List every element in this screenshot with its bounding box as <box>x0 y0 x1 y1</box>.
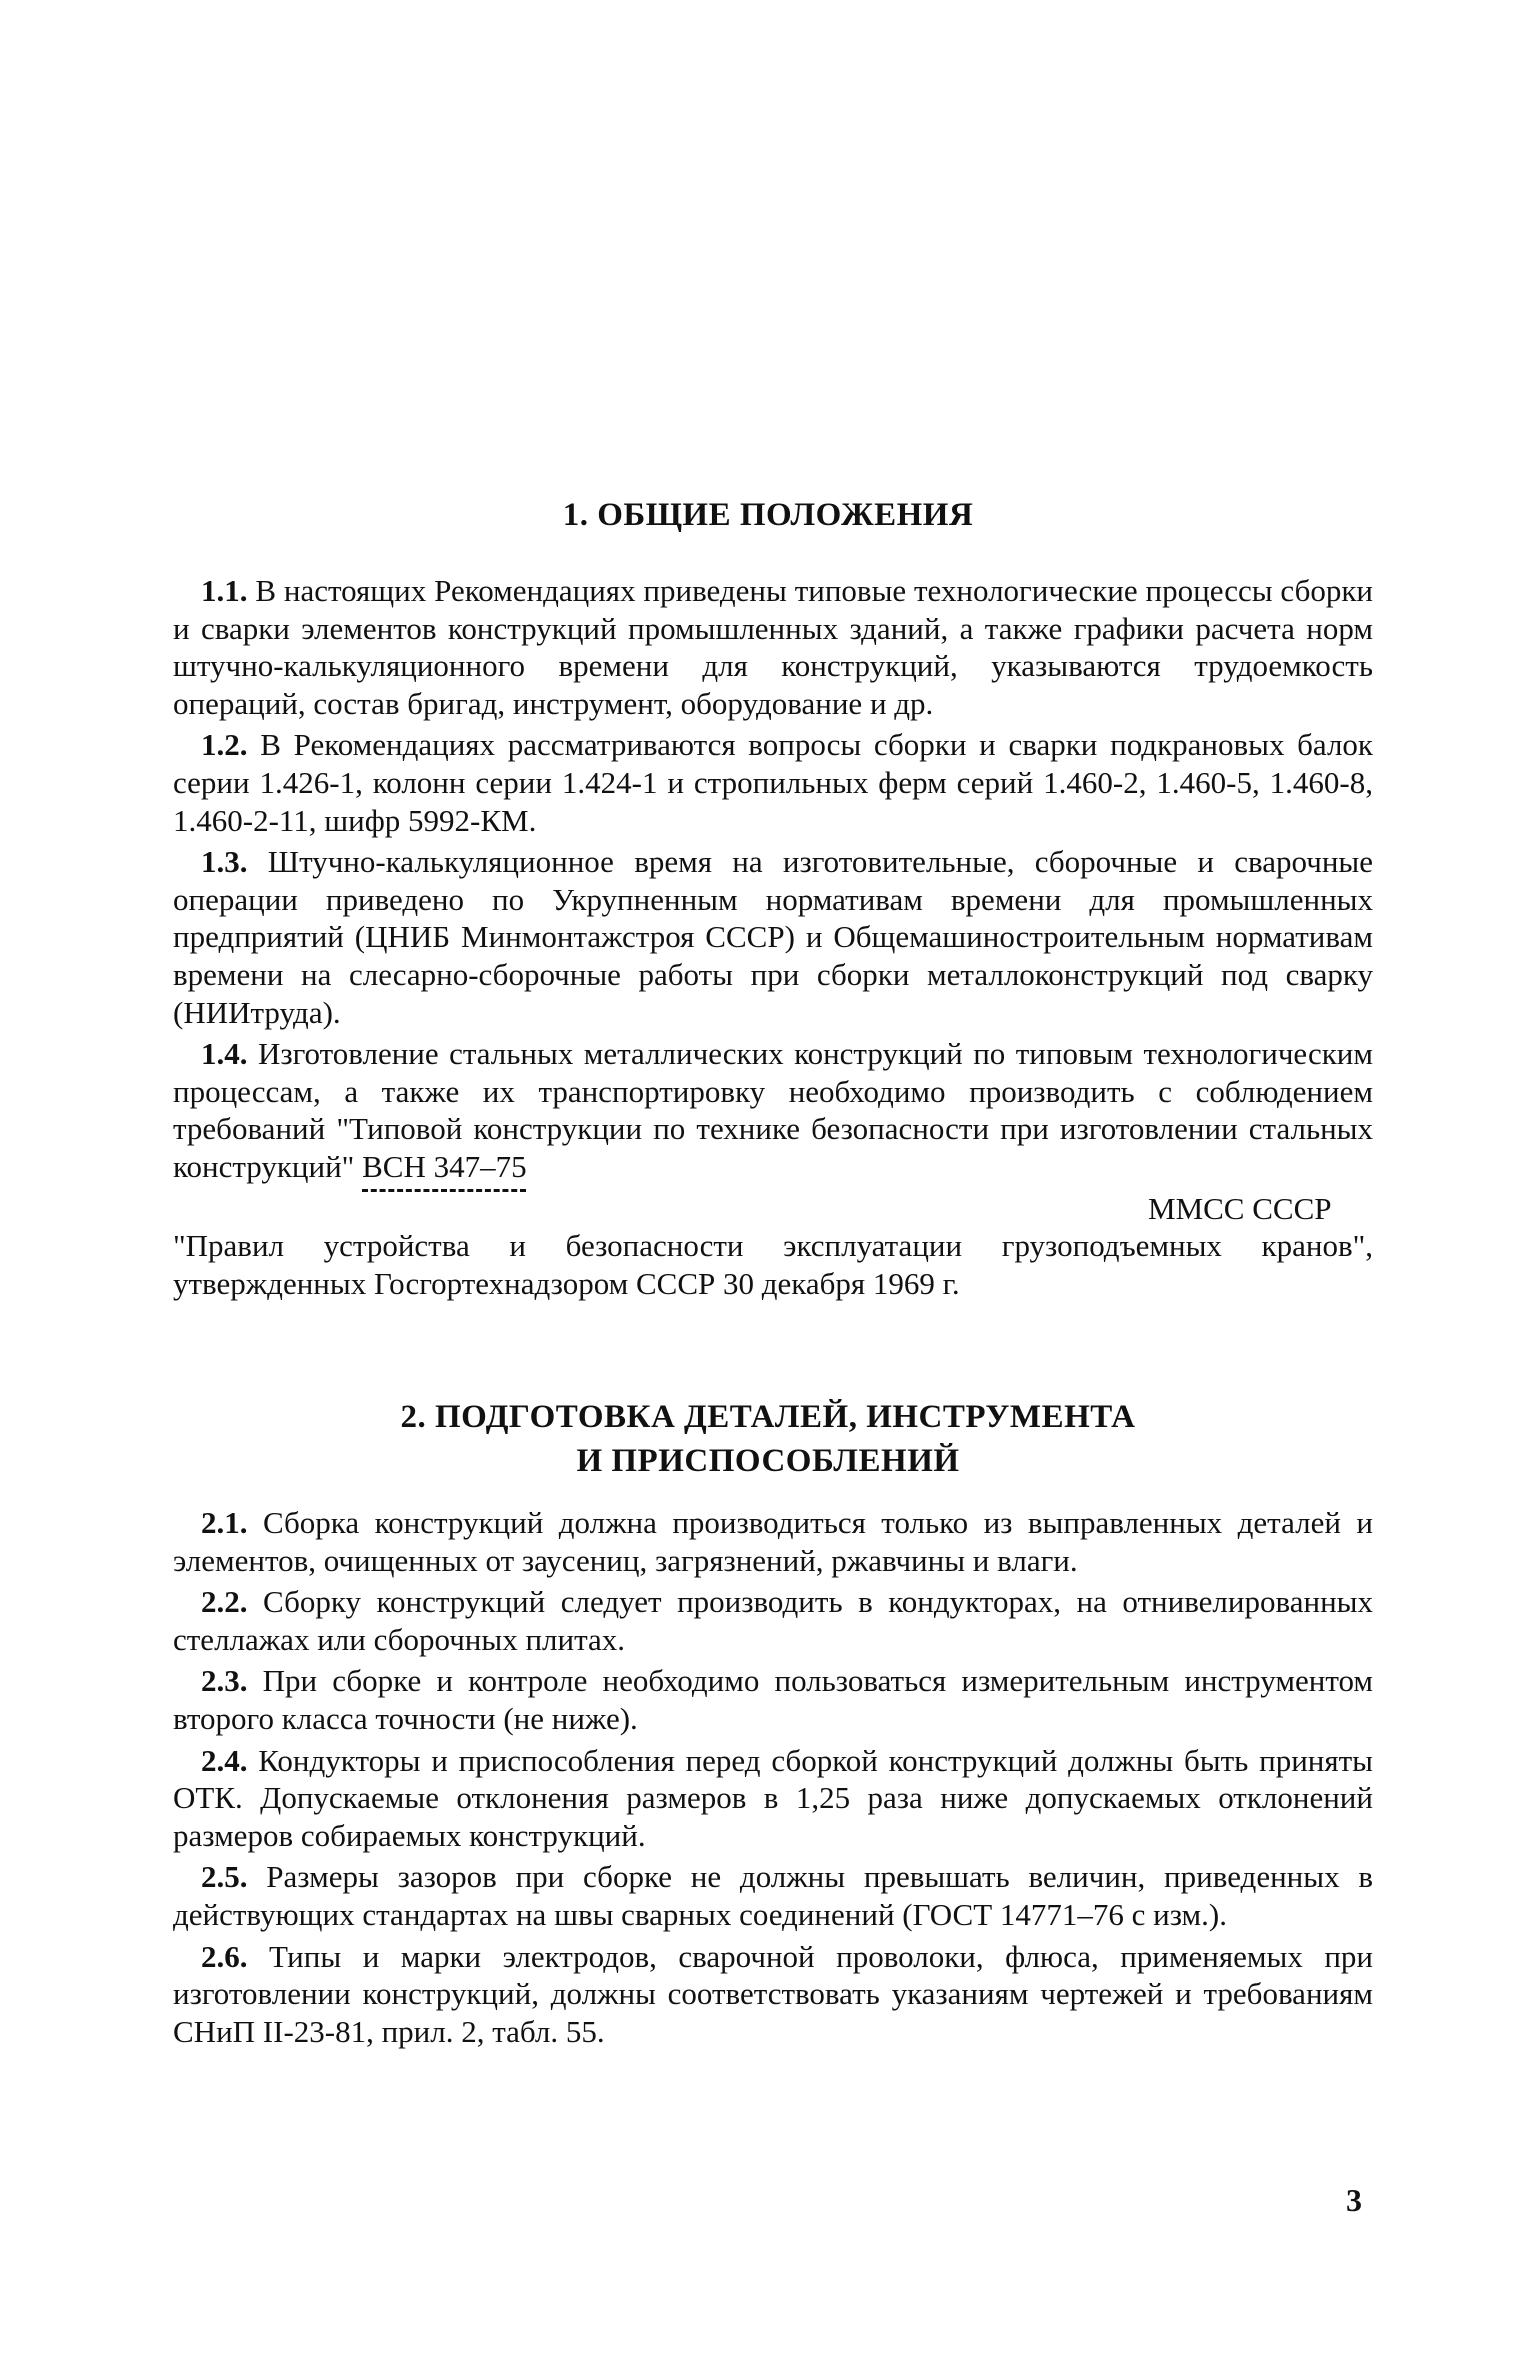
paragraph-1-1 <box>173 572 1373 722</box>
section-1-heading: 1. ОБЩИЕ ПОЛОЖЕНИЯ <box>562 497 974 533</box>
paragraph-number: 1.4. <box>201 1036 248 1072</box>
paragraph-number: 2.6. <box>201 1938 248 1974</box>
section-2-heading-line-1: 2. ПОДГОТОВКА ДЕТАЛЕЙ, ИНСТРУМЕНТА <box>400 1399 1136 1435</box>
paragraph-text: В настоящих Рекомендациях приведены типовые технологические процессы сборки и сварки элементов конструкций промышленных зданий, а также графики расчета норм штучно-калькуляционного времени для конструкций, указываются трудоемкость операций, состав бригад, инструмент, оборудование и др. <box>173 573 1373 721</box>
paragraph-2-3 <box>173 1662 1373 1737</box>
section-2-heading <box>0 1395 1536 1483</box>
paragraph-text: Типы и марки электродов, сварочной проволоки, флюса, применяемых при изготовлении конструкций, должны соответствовать указаниям чертежей и требованиям СНиП II-23-81, прил. 2, табл. 55. <box>173 1938 1374 2049</box>
paragraph-number: 2.4. <box>201 1742 248 1778</box>
section-2-body <box>173 1504 1373 2054</box>
paragraph-text: Изготовление стальных металлических конструкций по типовым технологическим процессам, а также их транспортировку необходимо производить с соблюдением требований "Типовой конструкции по технике безопасности при изготовлении стальных конструкций" <box>173 1036 1373 1184</box>
paragraph-1-2 <box>173 726 1373 839</box>
paragraph-1-4-continuation: "Правил устройства и безопасности эксплуатации грузоподъемных кранов", утвержденных Госгортехнадзором СССР 30 декабря 1969 г. <box>173 1228 1373 1301</box>
paragraph-number: 2.1. <box>201 1505 248 1540</box>
paragraph-2-4 <box>173 1742 1373 1855</box>
standard-code-numerator: ВСН 347–75 <box>362 1148 527 1184</box>
page-number: 3 <box>1346 2182 1362 2218</box>
section-1-body <box>173 572 1373 1306</box>
paragraph-2-2 <box>173 1583 1373 1658</box>
paragraph-2-1 <box>173 1504 1373 1579</box>
paragraph-text: При сборке и контроле необходимо пользоваться измерительным инструментом второго класса точности (не ниже). <box>173 1663 1373 1736</box>
paragraph-number: 1.1. <box>201 573 248 608</box>
paragraph-text: Сборка конструкций должна производиться только из выправленных деталей и элементов, очищенных от заусениц, загрязнений, ржавчины и влаги. <box>173 1505 1374 1578</box>
paragraph-2-6 <box>173 1938 1373 2051</box>
paragraph-text: Размеры зазоров при сборке не должны превышать величин, приведенных в действующих стандартах на швы сварных соединений (ГОСТ 14771–76 с изм.). <box>173 1859 1374 1932</box>
paragraph-number: 1.3. <box>201 844 248 880</box>
paragraph-number: 2.5. <box>201 1859 248 1895</box>
section-2-heading-line-2: И ПРИСПОСОБЛЕНИЙ <box>576 1443 960 1479</box>
standard-code-denominator: ММСС СССР <box>1148 1190 1332 1226</box>
paragraph-2-5 <box>173 1858 1373 1933</box>
paragraph-text: В Рекомендациях рассматриваются вопросы сборки и сварки подкрановых балок серии 1.426-1, колонн серии 1.424-1 и стропильных ферм серий 1.460-2, 1.460-5, 1.460-8, 1.460-2-11, шифр 5992-КМ. <box>173 727 1373 838</box>
paragraph-number: 2.2. <box>201 1584 248 1620</box>
paragraph-text: Штучно-калькуляционное время на изготовительные, сборочные и сварочные операции приведено по Укрупненным нормативам времени для промышленных предприятий (ЦНИБ Минмонтажстроя СССР) и Общемашиностроительным нормативам времени на слесарно-сборочные работы при сборки металлоконструкций под сварку (НИИтруда). <box>173 844 1374 1030</box>
paragraph-1-4 <box>173 1035 1373 1185</box>
paragraph-1-3 <box>173 843 1373 1031</box>
paragraph-number: 2.3. <box>201 1663 248 1699</box>
paragraph-text: Сборку конструкций следует производить в кондукторах, на отнивелированных стеллажах или сборочных плитах. <box>173 1584 1373 1657</box>
paragraph-text: Кондукторы и приспособления перед сборкой конструкций должны быть приняты ОТК. Допускаемые отклонения размеров в 1,25 раза ниже допускаемых отклонений размеров собираемых конструкций. <box>173 1742 1374 1853</box>
paragraph-number: 1.2. <box>201 727 248 763</box>
